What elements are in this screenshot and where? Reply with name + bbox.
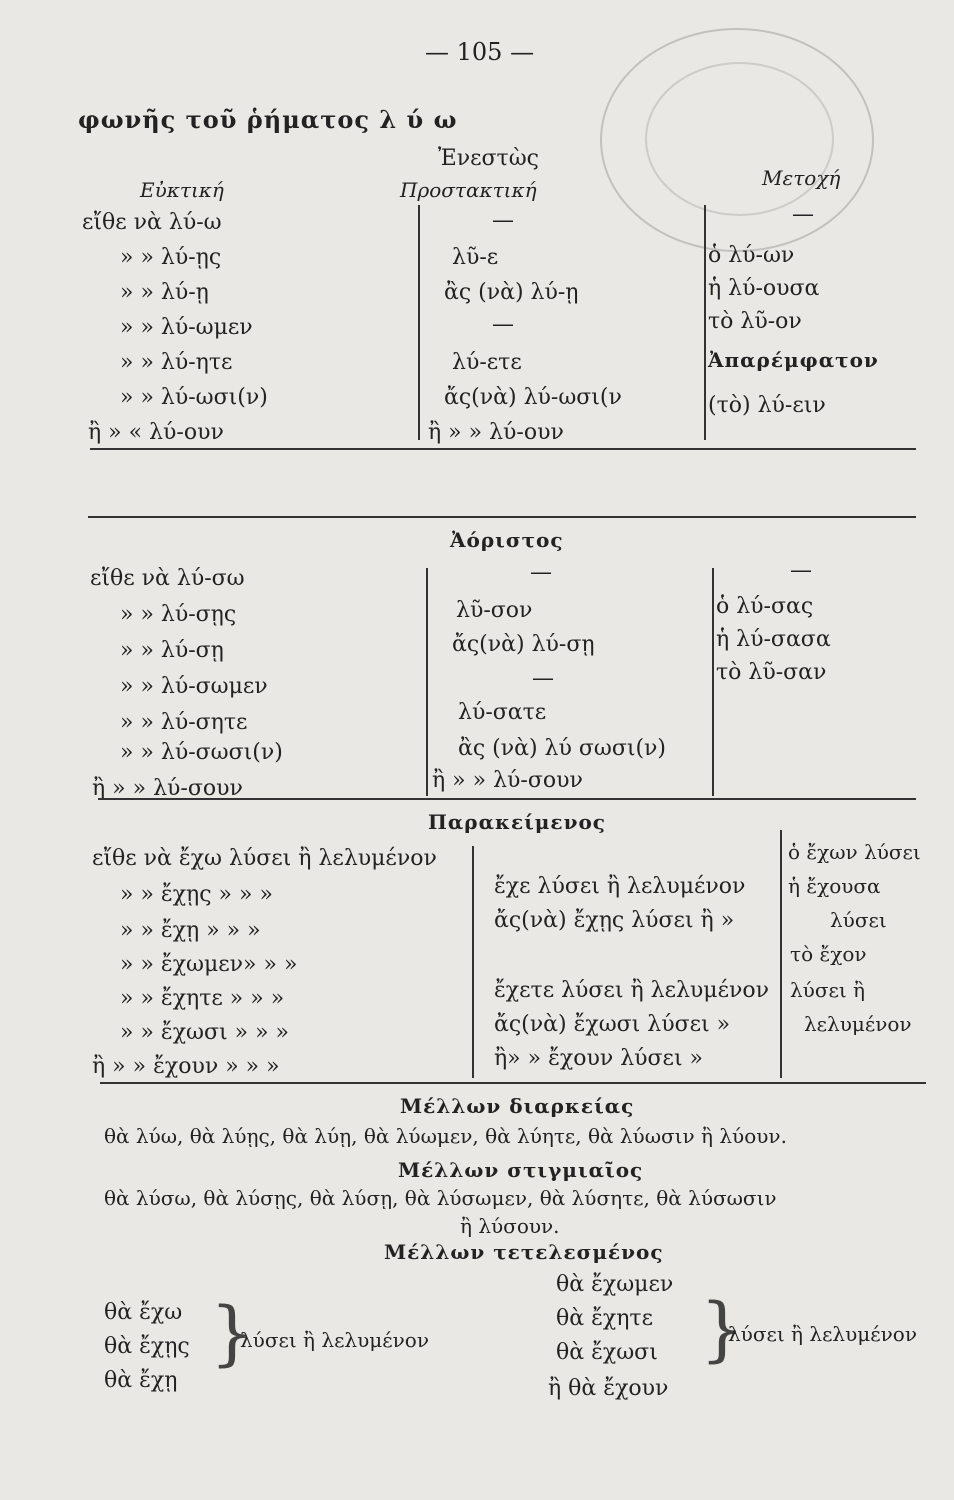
column-divider	[712, 568, 714, 796]
section-divider	[100, 1082, 926, 1084]
perfect-optative-row: » » ἔχητε » » »	[120, 986, 285, 1011]
future-perfect-suffix-right: λύσει ἢ λελυμένον	[728, 1322, 917, 1346]
future-simple-heading: Μέλλων στιγμιαῖος	[398, 1158, 644, 1182]
present-imperative-row: ἢ » » λύ-ουν	[428, 420, 564, 445]
present-optative-row: ἢ » « λύ-ουν	[88, 420, 224, 445]
column-divider	[418, 205, 420, 440]
section-divider	[90, 448, 916, 450]
future-perfect-heading: Μέλλων τετελεσμένος	[384, 1240, 664, 1264]
perfect-participle-row: λελυμένον	[804, 1012, 912, 1036]
present-col-label-participle: Μετοχή	[762, 166, 841, 190]
aorist-optative-row: » » λύ-σῃς	[120, 602, 237, 627]
future-perfect-left-row: θὰ ἔχῃ	[104, 1368, 178, 1393]
perfect-participle-row: λύσει ἢ	[790, 978, 866, 1002]
aorist-participle-row: ἡ λύ-σασα	[716, 627, 831, 652]
page-title: φωνῆς τοῦ ῥήματος λ ύ ω	[78, 105, 458, 134]
future-continuous-heading: Μέλλων διαρκείας	[400, 1094, 635, 1118]
present-imperative-row: —	[492, 208, 514, 233]
perfect-imperative-row: ἄς(νὰ) ἔχῃς λύσει ἢ »	[494, 908, 735, 933]
aorist-participle-row: —	[790, 558, 812, 583]
perfect-optative-row: εἴθε νὰ ἔχω λύσει ἢ λελυμένον	[92, 846, 437, 871]
aorist-imperative-row: ἂς (νὰ) λύ σωσι(ν)	[458, 736, 667, 761]
perfect-imperative-row: ἢ» » ἔχουν λύσει »	[494, 1046, 704, 1071]
present-heading: Ἐνεστὼς	[438, 146, 539, 171]
aorist-participle-row: ὁ λύ-σας	[716, 594, 814, 619]
perfect-heading: Παρακείμενος	[428, 810, 606, 834]
future-perfect-right-row: θὰ ἔχωσι	[556, 1340, 658, 1365]
future-simple-text-cont: ἢ λύσουν.	[460, 1214, 560, 1238]
present-imperative-row: λῦ-ε	[452, 245, 499, 270]
perfect-optative-row: ἢ » » ἔχουν » » »	[92, 1054, 280, 1079]
brace-left: }	[210, 1292, 255, 1374]
column-divider	[704, 205, 706, 440]
aorist-optative-row: » » λύ-σωσι(ν)	[120, 740, 283, 765]
future-perfect-right-row: θὰ ἔχητε	[556, 1306, 653, 1331]
present-optative-row: » » λύ-ητε	[120, 350, 233, 375]
present-imperative-row: ἂς (νὰ) λύ-ῃ	[444, 280, 579, 305]
present-imperative-row: ἄς(νὰ) λύ-ωσι(ν	[444, 385, 622, 410]
present-optative-row: » » λύ-ωμεν	[120, 315, 253, 340]
page-number: — 105 —	[425, 38, 535, 66]
aorist-imperative-row: —	[530, 560, 552, 585]
future-perfect-left-row: θὰ ἔχω	[104, 1300, 183, 1325]
perfect-optative-row: » » ἔχωμεν» » »	[120, 952, 298, 977]
aorist-optative-row: » » λύ-σητε	[120, 710, 248, 735]
future-perfect-right-row: ἢ θὰ ἔχουν	[548, 1376, 669, 1401]
perfect-optative-row: » » ἔχωσι » » »	[120, 1020, 289, 1045]
present-infinitive: (τὸ) λύ-ειν	[708, 393, 826, 418]
infinitive-label: Ἀπαρέμφατον	[708, 348, 879, 372]
future-perfect-left-row: θὰ ἔχῃς	[104, 1334, 190, 1359]
perfect-participle-row: ὁ ἔχων λύσει	[788, 840, 921, 864]
brace-right: }	[700, 1288, 745, 1370]
section-divider	[88, 516, 916, 518]
future-perfect-right-row: θὰ ἔχωμεν	[556, 1272, 674, 1297]
aorist-optative-row: » » λύ-σωμεν	[120, 674, 268, 699]
future-perfect-suffix-left: λύσει ἢ λελυμένον	[240, 1328, 429, 1352]
perfect-imperative-row: ἔχε λύσει ἢ λελυμένον	[494, 874, 746, 899]
section-divider	[98, 798, 916, 800]
aorist-participle-row: τὸ λῦ-σαν	[716, 660, 827, 685]
library-stamp-inner	[645, 62, 834, 216]
perfect-optative-row: » » ἔχῃς » » »	[120, 882, 273, 907]
present-col-label-imperative: Προστακτική	[400, 178, 537, 202]
column-divider	[472, 846, 474, 1078]
present-optative-row: » » λύ-ωσι(ν)	[120, 385, 268, 410]
column-divider	[780, 830, 782, 1078]
present-participle-row: —	[792, 202, 814, 227]
future-continuous-text: θὰ λύω, θὰ λύῃς, θὰ λύῃ, θὰ λύωμεν, θὰ λύητε, θὰ λύωσιν ἢ λύουν.	[104, 1124, 787, 1148]
present-participle-row: ἡ λύ-ουσα	[708, 276, 820, 301]
perfect-participle-row: τὸ ἔχον	[790, 942, 867, 966]
perfect-imperative-row: ἔχετε λύσει ἢ λελυμένον	[494, 978, 769, 1003]
aorist-optative-row: » » λύ-σῃ	[120, 638, 224, 663]
present-optative-row: εἴθε νὰ λύ-ω	[82, 210, 222, 235]
aorist-heading: Ἀόριστος	[450, 528, 564, 552]
aorist-imperative-row: ἢ » » λύ-σουν	[432, 768, 583, 793]
present-optative-row: » » λύ-ῃ	[120, 280, 209, 305]
present-participle-row: ὁ λύ-ων	[708, 243, 795, 268]
present-imperative-row: λύ-ετε	[452, 350, 522, 375]
aorist-optative-row: εἴθε νὰ λύ-σω	[90, 566, 245, 591]
perfect-participle-row: ἡ ἔχουσα	[788, 874, 881, 898]
present-col-label-optative: Εὐκτική	[140, 178, 224, 202]
aorist-imperative-row: ἄς(νὰ) λύ-σῃ	[452, 632, 595, 657]
aorist-imperative-row: —	[532, 666, 554, 691]
perfect-optative-row: » » ἔχῃ » » »	[120, 918, 261, 943]
perfect-participle-row: λύσει	[830, 908, 887, 932]
column-divider	[426, 568, 428, 796]
aorist-imperative-row: λύ-σατε	[458, 700, 547, 725]
aorist-optative-row: ἢ » » λύ-σουν	[92, 776, 243, 801]
perfect-imperative-row: ἄς(νὰ) ἔχωσι λύσει »	[494, 1012, 731, 1037]
aorist-imperative-row: λῦ-σον	[456, 598, 533, 623]
future-simple-text: θὰ λύσω, θὰ λύσῃς, θὰ λύσῃ, θὰ λύσωμεν, θὰ λύσητε, θὰ λύσωσιν	[104, 1186, 777, 1210]
present-optative-row: » » λύ-ῃς	[120, 245, 222, 270]
present-participle-row: τὸ λῦ-ον	[708, 309, 802, 334]
present-imperative-row: —	[492, 312, 514, 337]
